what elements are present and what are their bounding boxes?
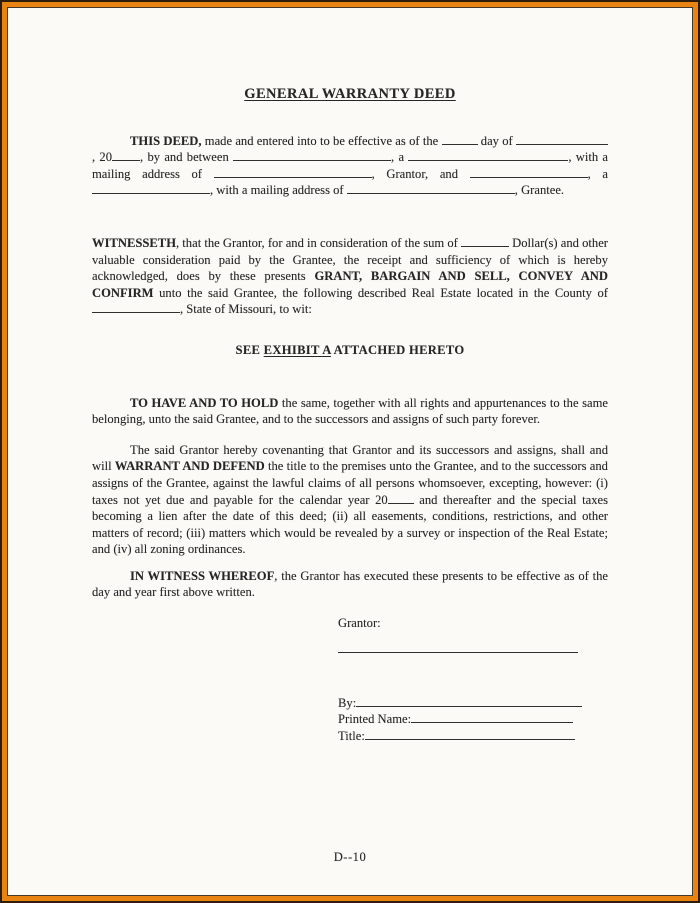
text-run: the same, together with all rights and appurtenances to the same belonging, unto the said Grantee, and to the successors and assigns of such party forever. (92, 395, 608, 427)
text-run: , with a mailing address of (210, 183, 347, 198)
text-run: , a (391, 150, 409, 165)
fill-in-blank (214, 166, 372, 178)
grantor-label: Grantor: (338, 616, 381, 631)
text-run: The said Grantor hereby covenanting that Grantor and its successors and assigns, shall and will (92, 442, 608, 474)
title-field (338, 728, 608, 745)
text-run: , that the Grantor, for and in consideration of the sum of (176, 235, 461, 250)
text-run: TO HAVE AND TO HOLD (130, 395, 279, 410)
signature-block (338, 615, 608, 744)
text-run: SEE (235, 342, 264, 357)
fill-in-blank (461, 235, 509, 247)
signature-fields (338, 695, 608, 745)
text-run: Title: (338, 728, 365, 743)
fill-in-blank (112, 149, 140, 161)
document-content (8, 8, 692, 895)
fill-in-blank (356, 695, 582, 707)
grantor-signature-line (338, 652, 578, 653)
fill-in-blank (408, 149, 568, 161)
text-run: day of (477, 133, 516, 148)
fill-in-blank (365, 728, 575, 740)
text-run: unto the said Grantee, the following described Real Estate located in the County of (153, 285, 608, 300)
paragraph-witnesseth (92, 235, 608, 318)
text-run: , with a mailing address of (92, 150, 608, 181)
printed-name-field (338, 711, 608, 728)
by-field (338, 695, 608, 712)
text-run: , Grantee. (514, 183, 565, 198)
text-run: WARRANT AND DEFEND (114, 459, 265, 474)
text-run: and thereafter and the special taxes becoming a lien after the date of this deed; (ii) all easements, conditions, restrictions, and other matters of record; (iii) matters which would be revealed by a survey or inspection of the Real Estate; and (iv) all zoning ordinances. (92, 492, 608, 557)
text-run: the title to the premises unto the Grantee, and to the successors and assigns of the Grantee, against the lawful claims of all persons whomsoever, excepting, however: (i) taxes not yet due and payable for the calendar year 20 (92, 459, 608, 507)
text-run: GRANT, BARGAIN AND SELL, CONVEY AND CONFIRM (92, 269, 608, 300)
paragraph-to-have-and-hold (92, 395, 608, 428)
fill-in-blank (233, 149, 391, 161)
text-run: ATTACHED HERETO (330, 342, 465, 357)
text-run: , a (587, 166, 608, 181)
text-run: , State of Missouri, to wit: (180, 302, 312, 317)
text-run: , the Grantor has executed these presents to be effective as of the day and year first above written. (92, 568, 608, 600)
fill-in-blank (92, 182, 210, 194)
exhibit-a-heading (92, 342, 608, 359)
paragraph-in-witness-whereof (92, 568, 608, 601)
fill-in-blank (92, 301, 180, 313)
document-page (7, 7, 693, 896)
document-title: GENERAL WARRANTY DEED (244, 86, 456, 102)
fill-in-blank (411, 711, 573, 723)
paragraph-this-deed (92, 133, 608, 199)
fill-in-blank (347, 182, 515, 194)
fill-in-blank (442, 133, 478, 145)
fill-in-blank (516, 133, 608, 145)
page-number-footer: D--10 (333, 850, 367, 864)
fill-in-blank (470, 166, 588, 178)
text-run: WITNESSETH (92, 235, 176, 250)
paragraph-warrant-and-defend (92, 442, 608, 558)
text-run: By: (338, 695, 357, 710)
fill-in-blank (388, 492, 414, 504)
text-run: , by and between (140, 150, 234, 165)
text-run: , Grantor, and (371, 166, 470, 181)
text-run: IN WITNESS WHEREOF (130, 568, 275, 583)
text-run: , 20 (92, 150, 113, 165)
text-run: EXHIBIT A (263, 342, 331, 357)
text-run: THIS DEED, (130, 133, 202, 148)
text-run: Printed Name: (338, 712, 412, 727)
text-run: Dollar(s) and other valuable consideration paid by the Grantee, the receipt and sufficiency of which is hereby acknowledged, does by these presents (92, 235, 608, 284)
text-run: made and entered into to be effective as of the (201, 133, 442, 148)
